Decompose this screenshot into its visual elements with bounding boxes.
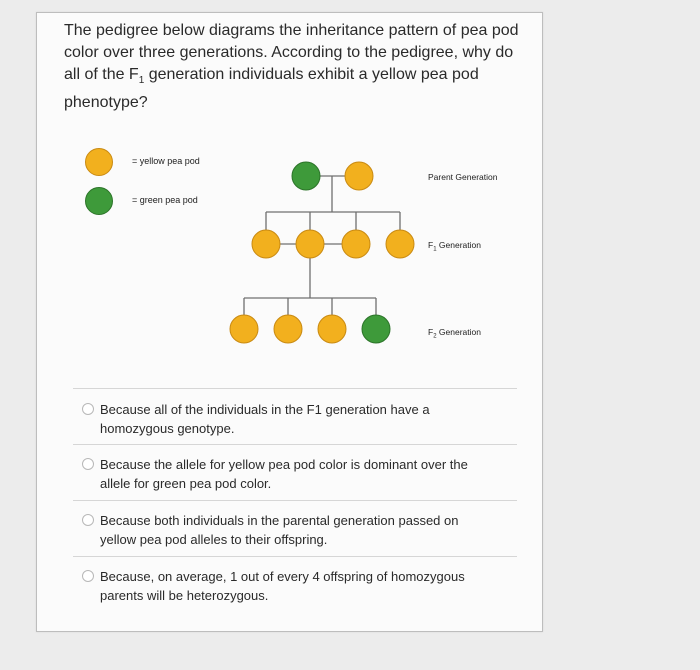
option-divider: [73, 444, 517, 445]
f2-individual-1: [230, 315, 258, 343]
question-text: The pedigree below diagrams the inheritance pattern of pea pod color over three generations. According to the pedigree, why do all of the $F_1$ generation individuals exhibit a yellow pea pod phenotype?: [64, 22, 519, 112]
option-text: Because the allele for yellow pea pod color is dominant over the allele for green pea pod color.: [100, 457, 468, 491]
legend-green-label: = green pea pod: [132, 195, 198, 205]
legend-yellow-label: = yellow pea pod: [132, 156, 200, 166]
radio-button[interactable]: [82, 458, 94, 470]
option-divider: [73, 388, 517, 389]
f2-individual-4: [362, 315, 390, 343]
answer-option-2[interactable]: [82, 455, 502, 493]
f2-generation-label: $F_2$ Generation: [428, 327, 481, 340]
option-divider: [73, 500, 517, 501]
f1-individual-4: [386, 230, 414, 258]
parent-generation-label: Parent Generation: [428, 172, 498, 182]
parent-2-circle: [345, 162, 373, 190]
option-text: Because both individuals in the parental generation passed on yellow pea pod alleles to their offspring.: [100, 513, 459, 547]
answer-option-1[interactable]: [82, 400, 502, 438]
f1-generation-label: $F_1$ Generation: [428, 240, 481, 253]
f1-individual-2: [296, 230, 324, 258]
option-divider: [73, 556, 517, 557]
f1-individual-1: [252, 230, 280, 258]
option-text: Because all of the individuals in the F1 generation have a homozygous genotype.: [100, 402, 430, 436]
f1-individual-3: [342, 230, 370, 258]
f2-individual-2: [274, 315, 302, 343]
radio-button[interactable]: [82, 514, 94, 526]
parent-1-circle: [292, 162, 320, 190]
option-text: Because, on average, 1 out of every 4 offspring of homozygous parents will be heterozygous.: [100, 569, 465, 603]
answer-option-4[interactable]: [82, 567, 502, 605]
f2-individual-3: [318, 315, 346, 343]
radio-button[interactable]: [82, 403, 94, 415]
radio-button[interactable]: [82, 570, 94, 582]
answer-option-3[interactable]: [82, 511, 502, 549]
